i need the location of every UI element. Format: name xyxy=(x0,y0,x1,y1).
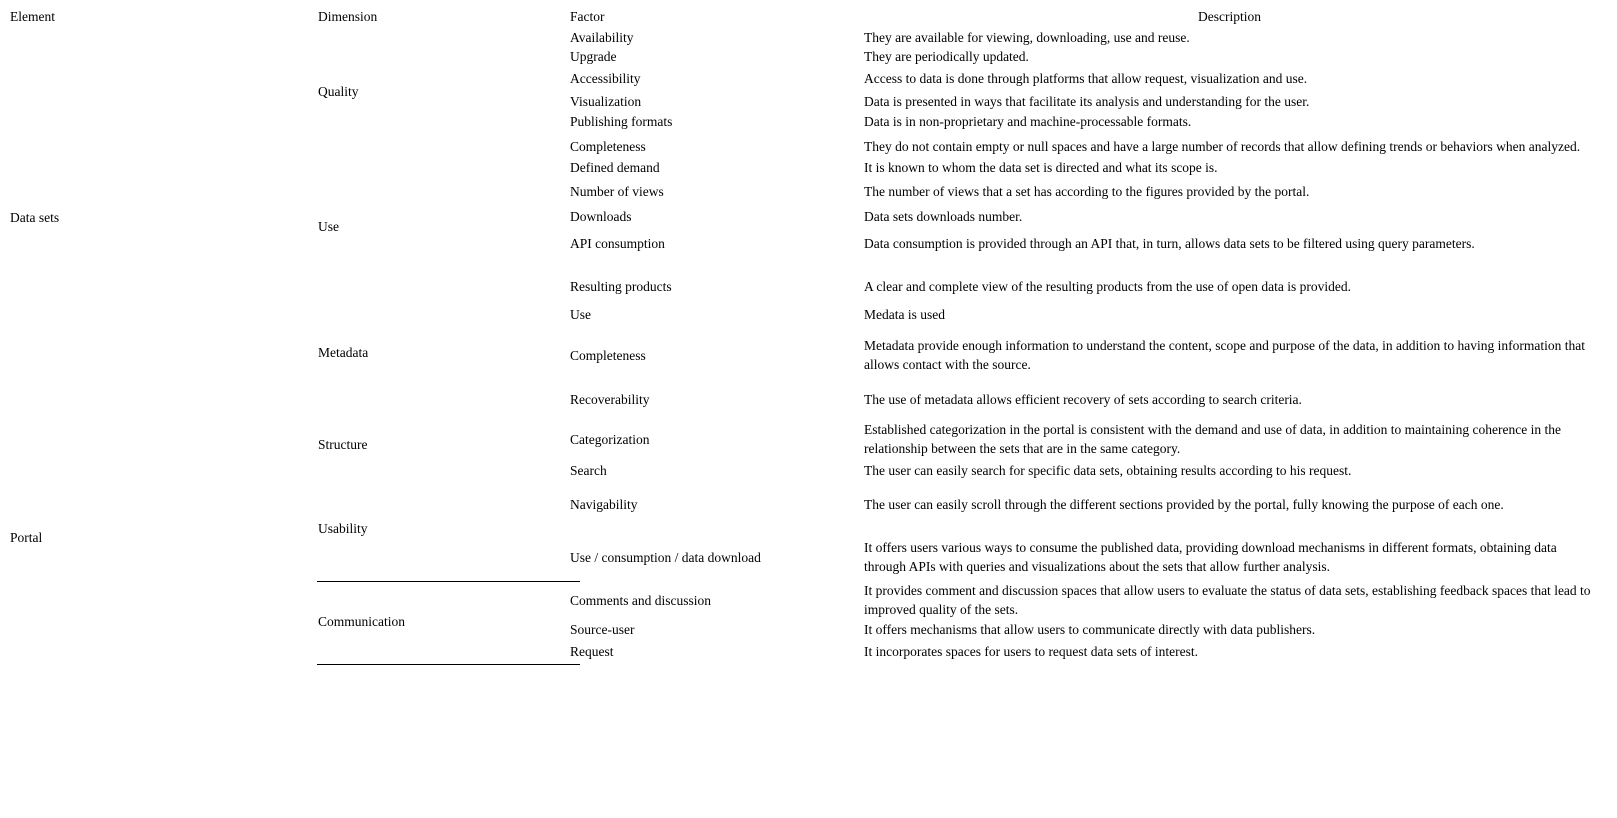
dimension-label: Quality xyxy=(318,83,359,99)
description-cell: Data is presented in ways that facilitate its analysis and understanding for the user. xyxy=(864,94,1310,109)
dimension-group-usability xyxy=(308,480,1617,576)
column-header-description: Description xyxy=(1198,9,1261,24)
table-row xyxy=(560,581,1617,619)
column-header-element: Element xyxy=(10,9,55,24)
table-row xyxy=(560,158,1617,177)
table-row xyxy=(560,137,1617,156)
description-cell: Data sets downloads number. xyxy=(864,209,1023,224)
factor-cell: Categorization xyxy=(570,431,650,447)
factor-cell: Use xyxy=(570,307,591,322)
description-cell: Metadata provide enough information to understand the content, scope and purpose of the data, in addition to having information that allows contact with the source. xyxy=(864,338,1585,372)
table-row xyxy=(560,336,1617,374)
description-cell: Established categorization in the portal is consistent with the demand and use of data, in addition to maintaining coherence in the relationship between the sets that are in the same category. xyxy=(864,422,1561,456)
description-cell: A clear and complete view of the resulting products from the use of open data is provided. xyxy=(864,279,1351,294)
table-row xyxy=(560,305,1617,324)
description-cell: They are periodically updated. xyxy=(864,49,1029,64)
factor-cell: Defined demand xyxy=(570,160,660,175)
description-cell: Data is in non-proprietary and machine-processable formats. xyxy=(864,114,1192,129)
dimension-group-communication xyxy=(308,581,1617,665)
factor-cell: Source-user xyxy=(570,622,635,637)
table-row xyxy=(560,390,1617,409)
description-cell: Access to data is done through platforms that allow request, visualization and use. xyxy=(864,71,1308,86)
description-cell: It incorporates spaces for users to request data sets of interest. xyxy=(864,644,1199,659)
factor-cell: Navigability xyxy=(570,497,638,512)
factor-cell: Availability xyxy=(570,30,634,45)
description-cell: The user can easily search for specific data sets, obtaining results according to his request. xyxy=(864,463,1352,478)
communication-top-rule xyxy=(317,581,580,582)
table-row xyxy=(560,420,1617,458)
factor-cell: Visualization xyxy=(570,94,642,109)
description-cell: The number of views that a set has according to the figures provided by the portal. xyxy=(864,184,1310,199)
factor-cell: Request xyxy=(570,644,614,659)
element-group-data-sets xyxy=(0,26,1617,409)
dimension-label: Metadata xyxy=(318,345,369,360)
factor-cell: Completeness xyxy=(570,139,646,154)
factor-cell: Use / consumption / data download xyxy=(570,549,761,565)
description-cell: The use of metadata allows efficient recovery of sets according to search criteria. xyxy=(864,392,1302,407)
table-row xyxy=(560,47,1617,66)
table-row xyxy=(560,28,1617,47)
description-cell: It offers users various ways to consume the published data, providing download mechanisms in different formats, obtaining data through APIs with queries and visualizations about the sets that allow further analysis. xyxy=(864,540,1557,574)
table-row xyxy=(560,92,1617,111)
dimension-group-structure xyxy=(308,409,1617,480)
table-row xyxy=(560,642,1617,661)
dimension-label: Structure xyxy=(318,437,368,452)
description-cell: Medata is used xyxy=(864,307,945,322)
factor-cell: Accessibility xyxy=(570,71,641,86)
factor-cell: Number of views xyxy=(570,184,664,199)
dimension-group-quality xyxy=(308,26,1617,156)
column-header-dimension: Dimension xyxy=(318,9,378,24)
communication-bottom-rule xyxy=(317,664,580,665)
description-cell: It offers mechanisms that allow users to communicate directly with data publishers. xyxy=(864,622,1316,637)
table-row xyxy=(560,538,1617,576)
element-label: Data sets xyxy=(10,210,60,225)
table-row xyxy=(560,112,1617,131)
table-row xyxy=(560,182,1617,201)
description-cell: They are available for viewing, downloading, use and reuse. xyxy=(864,30,1190,45)
dimension-label: Communication xyxy=(318,613,405,629)
dimension-group-metadata xyxy=(308,296,1617,409)
table-row xyxy=(560,620,1617,639)
dimension-label: Usability xyxy=(318,520,368,536)
table-row xyxy=(560,277,1617,296)
description-cell: It provides comment and discussion spaces that allow users to evaluate the status of data sets, establishing feedback spaces that lead to improved quality of the sets. xyxy=(864,583,1591,617)
description-cell: It is known to whom the data set is directed and what its scope is. xyxy=(864,160,1218,175)
factor-cell: Completeness xyxy=(570,347,646,363)
table-row xyxy=(560,234,1617,253)
factor-cell: Upgrade xyxy=(570,49,617,64)
factor-cell: Publishing formats xyxy=(570,114,673,129)
element-group-portal xyxy=(0,409,1617,665)
table-header-row xyxy=(0,7,1617,26)
table-row xyxy=(560,69,1617,88)
description-cell: The user can easily scroll through the different sections provided by the portal, fully knowing the purpose of each one. xyxy=(864,497,1504,512)
table-row xyxy=(560,461,1617,480)
factor-cell: Comments and discussion xyxy=(570,592,711,608)
table-row xyxy=(560,207,1617,226)
table-row xyxy=(560,495,1617,514)
dimension-label: Use xyxy=(318,218,339,234)
description-cell: They do not contain empty or null spaces and have a large number of records that allow defining trends or behaviors when analyzed. xyxy=(864,139,1581,154)
factor-cell: Search xyxy=(570,463,607,478)
element-label: Portal xyxy=(10,529,43,545)
dimension-group-use xyxy=(308,156,1617,296)
factor-cell: Downloads xyxy=(570,209,632,224)
column-header-factor: Factor xyxy=(570,9,605,24)
factor-cell: Resulting products xyxy=(570,279,672,294)
description-cell: Data consumption is provided through an API that, in turn, allows data sets to be filtered using query parameters. xyxy=(864,236,1475,251)
factor-cell: API consumption xyxy=(570,236,665,251)
factor-cell: Recoverability xyxy=(570,392,650,407)
